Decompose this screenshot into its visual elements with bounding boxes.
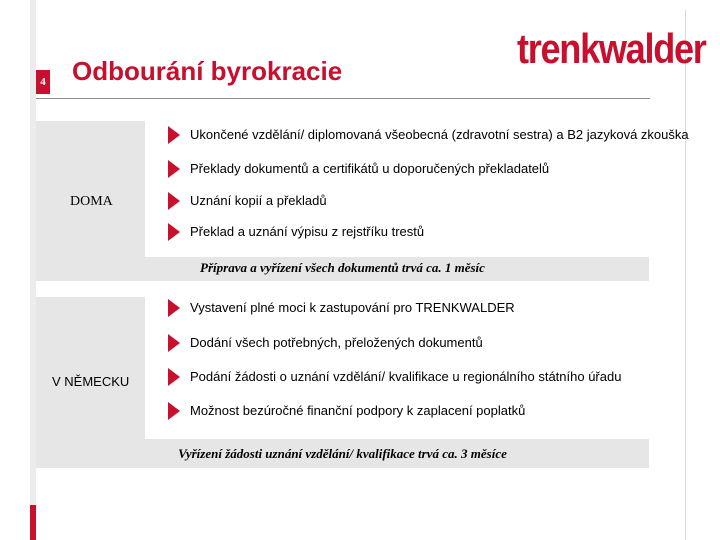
- list-item-text: Ukončené vzdělání/ diplomovaná všeobecná (zdravotní sestra) a B2 jazyková zkouška: [190, 127, 689, 142]
- bullet-arrow-icon: [168, 160, 180, 178]
- list-item-text: Možnost bezúročné finanční podpory k zaplacení poplatků: [190, 403, 526, 418]
- list-item-text: Uznání kopií a překladů: [190, 193, 327, 208]
- bullet-arrow-icon: [168, 299, 180, 317]
- bullet-arrow-icon: [168, 368, 180, 386]
- trenkwalder-logo: trenkwalder: [517, 25, 706, 72]
- section-doma-label: DOMA: [70, 194, 113, 209]
- page-title: Odbourání byrokracie: [72, 56, 343, 86]
- section-germany-label: V NĚMECKU: [52, 374, 130, 389]
- list-item-text: Překlad a uznání výpisu z rejstříku trestů: [190, 224, 425, 239]
- title-divider: [36, 98, 650, 99]
- left-accent-bar-red: [30, 505, 36, 540]
- list-item-text: Překlady dokumentů a certifikátů u doporučených překladatelů: [190, 161, 550, 176]
- bullet-arrow-icon: [168, 192, 180, 210]
- right-border-line: [685, 10, 686, 540]
- list-item-text: Vystavení plné moci k zastupování pro TRENKWALDER: [190, 300, 515, 315]
- slide-number: 4: [36, 70, 50, 94]
- section-doma-summary: Příprava a vyřízení všech dokumentů trvá ca. 1 měsíc: [200, 260, 485, 275]
- list-item-text: Podání žádosti o uznání vzdělání/ kvalifikace u regionálního státního úřadu: [190, 369, 622, 384]
- bullet-arrow-icon: [168, 223, 180, 241]
- bullet-arrow-icon: [168, 334, 180, 352]
- list-item-text: Dodání všech potřebných, přeložených dokumentů: [190, 335, 483, 350]
- section-germany-summary: Vyřízení žádosti uznání vzdělání/ kvalifikace trvá ca. 3 měsíce: [178, 446, 507, 461]
- bullet-arrow-icon: [168, 402, 180, 420]
- bullet-arrow-icon: [168, 126, 180, 144]
